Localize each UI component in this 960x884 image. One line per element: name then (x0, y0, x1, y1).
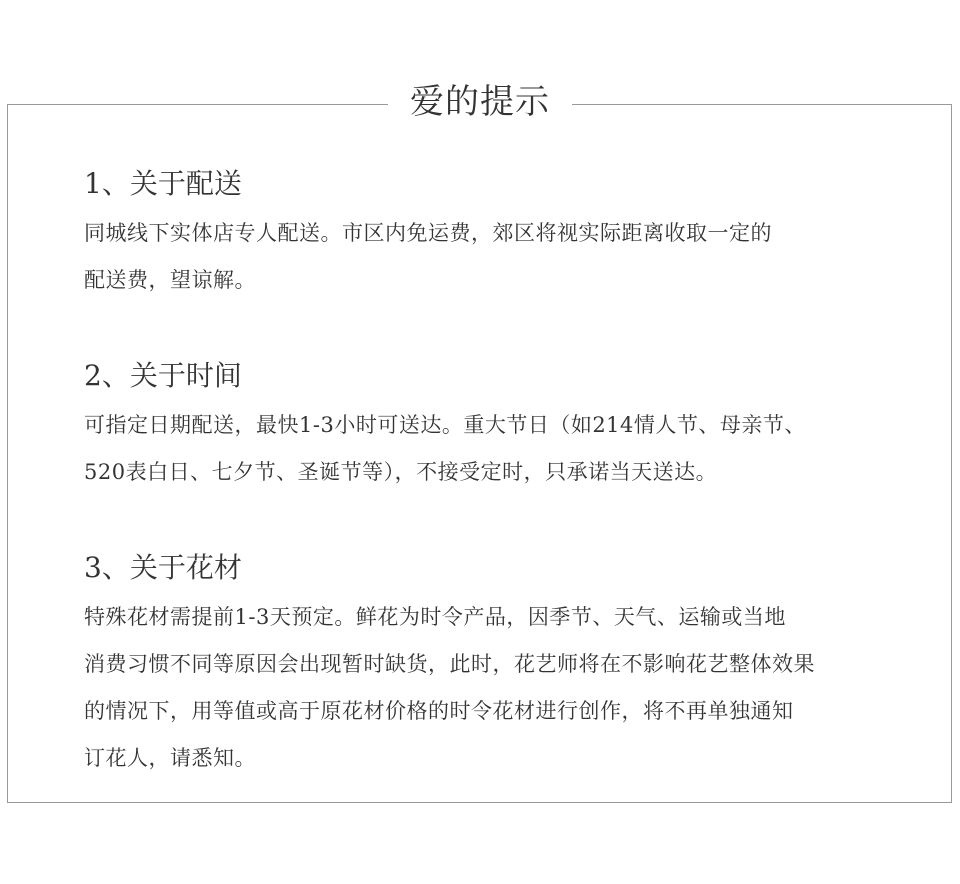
body-line: 同城线下实体店专人配送。市区内免运费，郊区将视实际距离收取一定的 (84, 221, 772, 245)
section-heading: 1、关于配送 (84, 167, 242, 200)
body-line: 特殊花材需提前1-3天预定。鲜花为时令产品，因季节、天气、运输或当地 (84, 605, 786, 629)
body-line: 配送费，望谅解。 (84, 268, 256, 292)
body-line: 订花人，请悉知。 (84, 746, 256, 770)
section-heading: 3、关于花材 (84, 551, 242, 584)
body-line: 消费习惯不同等原因会出现暂时缺货，此时，花艺师将在不影响花艺整体效果 (84, 652, 815, 676)
section-time (84, 356, 904, 496)
section-delivery (84, 164, 904, 304)
body-line: 的情况下，用等值或高于原花材价格的时令花材进行创作，将不再单独通知 (84, 699, 794, 723)
body-line: 可指定日期配送，最快1-3小时可送达。重大节日（如214情人节、母亲节、 (84, 413, 806, 437)
panel-title: 爱的提示 (388, 76, 572, 128)
section-body (84, 402, 904, 496)
title-wrap (0, 76, 960, 128)
section-flowers (84, 548, 904, 782)
body-line: 520表白日、七夕节、圣诞节等），不接受定时，只承诺当天送达。 (84, 460, 718, 484)
section-body (84, 210, 904, 304)
section-heading: 2、关于时间 (84, 359, 242, 392)
section-body (84, 594, 904, 782)
